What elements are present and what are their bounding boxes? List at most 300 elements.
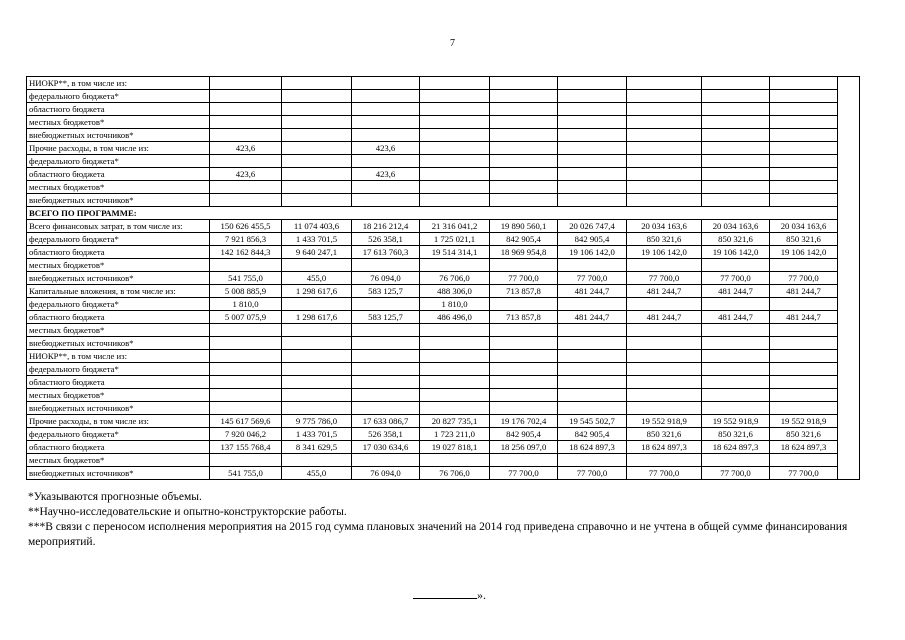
- value-cell: [282, 194, 352, 207]
- value-cell: [282, 90, 352, 103]
- value-cell: [558, 298, 627, 311]
- closing-mark: [413, 588, 486, 603]
- value-cell: [282, 103, 352, 116]
- note-column-cell: [838, 168, 860, 181]
- value-cell: [558, 337, 627, 350]
- value-cell: 842 905,4: [558, 233, 627, 246]
- value-cell: 842 905,4: [558, 428, 627, 441]
- value-cell: 7 920 046,2: [210, 428, 282, 441]
- value-cell: [282, 402, 352, 415]
- table-row: [27, 168, 860, 181]
- table-row: [27, 402, 860, 415]
- value-cell: [490, 77, 558, 90]
- row-label: местных бюджетов*: [27, 389, 210, 402]
- value-cell: 423,6: [352, 168, 420, 181]
- note-column-cell: [838, 103, 860, 116]
- value-cell: 423,6: [210, 142, 282, 155]
- value-cell: 19 106 142,0: [627, 246, 702, 259]
- table-row: [27, 233, 860, 246]
- value-cell: [558, 168, 627, 181]
- value-cell: 19 552 918,9: [770, 415, 838, 428]
- value-cell: 481 244,7: [627, 285, 702, 298]
- value-cell: 481 244,7: [558, 311, 627, 324]
- value-cell: 18 256 097,0: [490, 441, 558, 454]
- value-cell: [490, 376, 558, 389]
- value-cell: [490, 181, 558, 194]
- table-row: [27, 428, 860, 441]
- value-cell: [558, 194, 627, 207]
- value-cell: [352, 337, 420, 350]
- value-cell: [490, 129, 558, 142]
- row-label: федерального бюджета*: [27, 155, 210, 168]
- table-row: [27, 90, 860, 103]
- value-cell: [770, 155, 838, 168]
- table-row: [27, 298, 860, 311]
- value-cell: 19 106 142,0: [702, 246, 770, 259]
- value-cell: [210, 129, 282, 142]
- value-cell: [352, 194, 420, 207]
- note-column-cell: [838, 441, 860, 454]
- value-cell: [210, 363, 282, 376]
- value-cell: [420, 402, 490, 415]
- value-cell: [282, 298, 352, 311]
- value-cell: [490, 324, 558, 337]
- value-cell: [702, 376, 770, 389]
- note-column-cell: [838, 376, 860, 389]
- value-cell: [627, 298, 702, 311]
- table-row: [27, 454, 860, 467]
- value-cell: [558, 350, 627, 363]
- row-label: местных бюджетов*: [27, 324, 210, 337]
- value-cell: 481 244,7: [770, 285, 838, 298]
- value-cell: [770, 77, 838, 90]
- value-cell: [352, 389, 420, 402]
- row-label: внебюджетных источников*: [27, 194, 210, 207]
- value-cell: 18 624 897,3: [770, 441, 838, 454]
- note-column-cell: [838, 233, 860, 246]
- table-row: [27, 363, 860, 376]
- value-cell: 455,0: [282, 272, 352, 285]
- budget-table: [26, 76, 860, 480]
- value-cell: 18 216 212,4: [352, 220, 420, 233]
- row-label: федерального бюджета*: [27, 233, 210, 246]
- value-cell: [352, 129, 420, 142]
- note-column-cell: [838, 142, 860, 155]
- value-cell: 9 640 247,1: [282, 246, 352, 259]
- value-cell: 19 176 702,4: [490, 415, 558, 428]
- value-cell: [282, 389, 352, 402]
- row-label: внебюджетных источников*: [27, 337, 210, 350]
- value-cell: [420, 181, 490, 194]
- value-cell: 842 905,4: [490, 233, 558, 246]
- value-cell: 76 706,0: [420, 272, 490, 285]
- value-cell: [282, 168, 352, 181]
- value-cell: [210, 259, 282, 272]
- note-column-cell: [838, 428, 860, 441]
- value-cell: [770, 194, 838, 207]
- value-cell: [210, 181, 282, 194]
- value-cell: [420, 155, 490, 168]
- value-cell: [282, 337, 352, 350]
- table-row: [27, 285, 860, 298]
- value-cell: [210, 90, 282, 103]
- value-cell: [490, 298, 558, 311]
- value-cell: 19 106 142,0: [558, 246, 627, 259]
- value-cell: 76 094,0: [352, 272, 420, 285]
- value-cell: [558, 155, 627, 168]
- value-cell: [282, 77, 352, 90]
- value-cell: [490, 194, 558, 207]
- value-cell: [627, 181, 702, 194]
- value-cell: 137 155 768,4: [210, 441, 282, 454]
- value-cell: [420, 129, 490, 142]
- value-cell: [770, 168, 838, 181]
- table-row: [27, 129, 860, 142]
- value-cell: 5 007 075,9: [210, 311, 282, 324]
- value-cell: [702, 402, 770, 415]
- value-cell: [420, 376, 490, 389]
- value-cell: 850 321,6: [702, 233, 770, 246]
- value-cell: 20 026 747,4: [558, 220, 627, 233]
- value-cell: [420, 77, 490, 90]
- value-cell: [702, 298, 770, 311]
- value-cell: [282, 129, 352, 142]
- value-cell: [352, 155, 420, 168]
- closing-quote: ».: [477, 588, 486, 602]
- note-column-cell: [838, 77, 860, 90]
- value-cell: [352, 454, 420, 467]
- row-label: федерального бюджета*: [27, 428, 210, 441]
- page-number: 7: [450, 38, 455, 49]
- value-cell: 20 034 163,6: [702, 220, 770, 233]
- note-column-cell: [838, 337, 860, 350]
- row-label: областного бюджета: [27, 246, 210, 259]
- value-cell: [770, 337, 838, 350]
- value-cell: [352, 90, 420, 103]
- value-cell: 526 358,1: [352, 428, 420, 441]
- row-label: НИОКР**, в том числе из:: [27, 350, 210, 363]
- value-cell: [420, 324, 490, 337]
- row-label: федерального бюджета*: [27, 90, 210, 103]
- note-column-cell: [838, 272, 860, 285]
- note-column-cell: [838, 389, 860, 402]
- value-cell: [282, 324, 352, 337]
- value-cell: [352, 298, 420, 311]
- value-cell: 145 617 569,6: [210, 415, 282, 428]
- value-cell: [558, 142, 627, 155]
- value-cell: 77 700,0: [702, 467, 770, 480]
- value-cell: 77 700,0: [702, 272, 770, 285]
- value-cell: [210, 103, 282, 116]
- row-label: Всего финансовых затрат, в том числе из:: [27, 220, 210, 233]
- value-cell: [627, 324, 702, 337]
- row-label: федерального бюджета*: [27, 298, 210, 311]
- footnotes: [28, 490, 888, 550]
- value-cell: [420, 142, 490, 155]
- table-row: [27, 103, 860, 116]
- value-cell: 19 514 314,1: [420, 246, 490, 259]
- value-cell: [210, 337, 282, 350]
- value-cell: [490, 142, 558, 155]
- value-cell: [282, 142, 352, 155]
- table-row: [27, 77, 860, 90]
- value-cell: [770, 402, 838, 415]
- value-cell: [210, 376, 282, 389]
- value-cell: [210, 194, 282, 207]
- value-cell: 850 321,6: [702, 428, 770, 441]
- value-cell: [490, 337, 558, 350]
- value-cell: [210, 324, 282, 337]
- value-cell: [490, 168, 558, 181]
- value-cell: [282, 259, 352, 272]
- value-cell: [352, 363, 420, 376]
- note-column-cell: [838, 311, 860, 324]
- note-column-cell: [838, 246, 860, 259]
- value-cell: [420, 168, 490, 181]
- value-cell: [420, 337, 490, 350]
- value-cell: 150 626 455,5: [210, 220, 282, 233]
- value-cell: [210, 389, 282, 402]
- note-column-cell: [838, 90, 860, 103]
- footnote-research: **Научно-исследовательские и опытно-конструкторские работы.: [28, 506, 347, 518]
- value-cell: 486 496,0: [420, 311, 490, 324]
- note-column-cell: [838, 259, 860, 272]
- value-cell: 1 298 617,6: [282, 285, 352, 298]
- note-column-cell: [838, 454, 860, 467]
- value-cell: [558, 103, 627, 116]
- value-cell: [282, 454, 352, 467]
- row-label: Прочие расходы, в том числе из:: [27, 415, 210, 428]
- value-cell: 18 624 897,3: [627, 441, 702, 454]
- value-cell: 18 969 954,8: [490, 246, 558, 259]
- note-column-cell: [838, 363, 860, 376]
- row-label: Прочие расходы, в том числе из:: [27, 142, 210, 155]
- value-cell: 20 034 163,6: [627, 220, 702, 233]
- value-cell: 1 725 021,1: [420, 233, 490, 246]
- table-row: [27, 155, 860, 168]
- row-label: областного бюджета: [27, 376, 210, 389]
- note-column-cell: [838, 415, 860, 428]
- value-cell: [627, 142, 702, 155]
- value-cell: [352, 116, 420, 129]
- note-column-cell: [838, 402, 860, 415]
- value-cell: [702, 155, 770, 168]
- value-cell: [770, 142, 838, 155]
- value-cell: [558, 116, 627, 129]
- table-row: [27, 246, 860, 259]
- table-row: [27, 324, 860, 337]
- value-cell: [420, 194, 490, 207]
- value-cell: [558, 402, 627, 415]
- value-cell: [558, 77, 627, 90]
- value-cell: [352, 103, 420, 116]
- value-cell: [770, 129, 838, 142]
- value-cell: 77 700,0: [770, 272, 838, 285]
- note-column-cell: [838, 350, 860, 363]
- value-cell: [627, 454, 702, 467]
- value-cell: [770, 363, 838, 376]
- row-label: НИОКР**, в том числе из:: [27, 77, 210, 90]
- value-cell: [702, 337, 770, 350]
- value-cell: 481 244,7: [558, 285, 627, 298]
- value-cell: 18 624 897,3: [702, 441, 770, 454]
- value-cell: 77 700,0: [558, 272, 627, 285]
- value-cell: 77 700,0: [770, 467, 838, 480]
- row-label: областного бюджета: [27, 311, 210, 324]
- value-cell: [702, 116, 770, 129]
- value-cell: 20 827 735,1: [420, 415, 490, 428]
- row-label: областного бюджета: [27, 103, 210, 116]
- table-row: [27, 207, 860, 220]
- value-cell: [702, 389, 770, 402]
- value-cell: 17 633 086,7: [352, 415, 420, 428]
- value-cell: [627, 337, 702, 350]
- table-row: [27, 389, 860, 402]
- value-cell: 17 613 760,3: [352, 246, 420, 259]
- value-cell: [770, 324, 838, 337]
- row-label: федерального бюджета*: [27, 363, 210, 376]
- row-label: внебюджетных источников*: [27, 272, 210, 285]
- row-label: местных бюджетов*: [27, 259, 210, 272]
- value-cell: [490, 454, 558, 467]
- value-cell: 1 298 617,6: [282, 311, 352, 324]
- value-cell: [627, 194, 702, 207]
- value-cell: [420, 103, 490, 116]
- value-cell: 481 244,7: [770, 311, 838, 324]
- value-cell: [558, 454, 627, 467]
- value-cell: [352, 77, 420, 90]
- table-body: [27, 77, 860, 480]
- value-cell: [770, 376, 838, 389]
- value-cell: 488 306,0: [420, 285, 490, 298]
- value-cell: 76 094,0: [352, 467, 420, 480]
- table-row: [27, 376, 860, 389]
- value-cell: 850 321,6: [627, 428, 702, 441]
- value-cell: [420, 116, 490, 129]
- value-cell: [420, 363, 490, 376]
- value-cell: [558, 181, 627, 194]
- section-heading: ВСЕГО ПО ПРОГРАММЕ:: [27, 207, 838, 220]
- value-cell: [210, 454, 282, 467]
- value-cell: 583 125,7: [352, 311, 420, 324]
- value-cell: [702, 129, 770, 142]
- value-cell: [770, 90, 838, 103]
- value-cell: [702, 77, 770, 90]
- value-cell: 481 244,7: [702, 285, 770, 298]
- value-cell: [627, 389, 702, 402]
- value-cell: [702, 168, 770, 181]
- row-label: внебюджетных источников*: [27, 402, 210, 415]
- signature-blank-line: [413, 588, 477, 599]
- value-cell: 850 321,6: [770, 428, 838, 441]
- row-label: местных бюджетов*: [27, 116, 210, 129]
- value-cell: 850 321,6: [770, 233, 838, 246]
- value-cell: [702, 363, 770, 376]
- table-row: [27, 337, 860, 350]
- value-cell: [210, 77, 282, 90]
- note-column-cell: [838, 116, 860, 129]
- value-cell: 526 358,1: [352, 233, 420, 246]
- table-row: [27, 441, 860, 454]
- value-cell: [420, 259, 490, 272]
- value-cell: [490, 116, 558, 129]
- note-column-cell: [838, 285, 860, 298]
- value-cell: 17 030 634,6: [352, 441, 420, 454]
- note-column-cell: [838, 298, 860, 311]
- value-cell: [352, 376, 420, 389]
- value-cell: 8 341 629,5: [282, 441, 352, 454]
- value-cell: 5 008 885,9: [210, 285, 282, 298]
- value-cell: 76 706,0: [420, 467, 490, 480]
- value-cell: [490, 389, 558, 402]
- row-label: Капитальные вложения, в том числе из:: [27, 285, 210, 298]
- value-cell: [352, 181, 420, 194]
- value-cell: [282, 155, 352, 168]
- value-cell: 481 244,7: [702, 311, 770, 324]
- value-cell: 20 034 163,6: [770, 220, 838, 233]
- value-cell: [210, 402, 282, 415]
- table-row: [27, 415, 860, 428]
- value-cell: [702, 103, 770, 116]
- value-cell: 713 857,8: [490, 285, 558, 298]
- footnote-forecast: *Указываются прогнозные объемы.: [28, 491, 202, 503]
- row-label: внебюджетных источников*: [27, 467, 210, 480]
- value-cell: [420, 389, 490, 402]
- value-cell: 19 545 502,7: [558, 415, 627, 428]
- table-row: [27, 142, 860, 155]
- note-column-cell: [838, 129, 860, 142]
- value-cell: [558, 376, 627, 389]
- value-cell: 77 700,0: [558, 467, 627, 480]
- value-cell: [627, 129, 702, 142]
- value-cell: [558, 324, 627, 337]
- note-column-cell: [838, 181, 860, 194]
- value-cell: 423,6: [352, 142, 420, 155]
- value-cell: [627, 363, 702, 376]
- value-cell: 1 433 701,5: [282, 428, 352, 441]
- value-cell: [770, 181, 838, 194]
- note-column-cell: [838, 324, 860, 337]
- value-cell: 850 321,6: [627, 233, 702, 246]
- value-cell: [282, 363, 352, 376]
- value-cell: 19 106 142,0: [770, 246, 838, 259]
- value-cell: 583 125,7: [352, 285, 420, 298]
- value-cell: 19 552 918,9: [702, 415, 770, 428]
- value-cell: [627, 116, 702, 129]
- value-cell: [558, 389, 627, 402]
- value-cell: 11 074 403,6: [282, 220, 352, 233]
- table-row: [27, 272, 860, 285]
- value-cell: [702, 181, 770, 194]
- value-cell: [702, 142, 770, 155]
- value-cell: [627, 103, 702, 116]
- table-row: [27, 350, 860, 363]
- value-cell: 842 905,4: [490, 428, 558, 441]
- table-row: [27, 194, 860, 207]
- value-cell: 77 700,0: [627, 467, 702, 480]
- value-cell: 1 433 701,5: [282, 233, 352, 246]
- value-cell: [627, 155, 702, 168]
- value-cell: [702, 324, 770, 337]
- value-cell: [490, 402, 558, 415]
- value-cell: [702, 350, 770, 363]
- value-cell: [282, 376, 352, 389]
- value-cell: [490, 103, 558, 116]
- value-cell: 423,6: [210, 168, 282, 181]
- value-cell: [352, 259, 420, 272]
- value-cell: 713 857,8: [490, 311, 558, 324]
- value-cell: [770, 298, 838, 311]
